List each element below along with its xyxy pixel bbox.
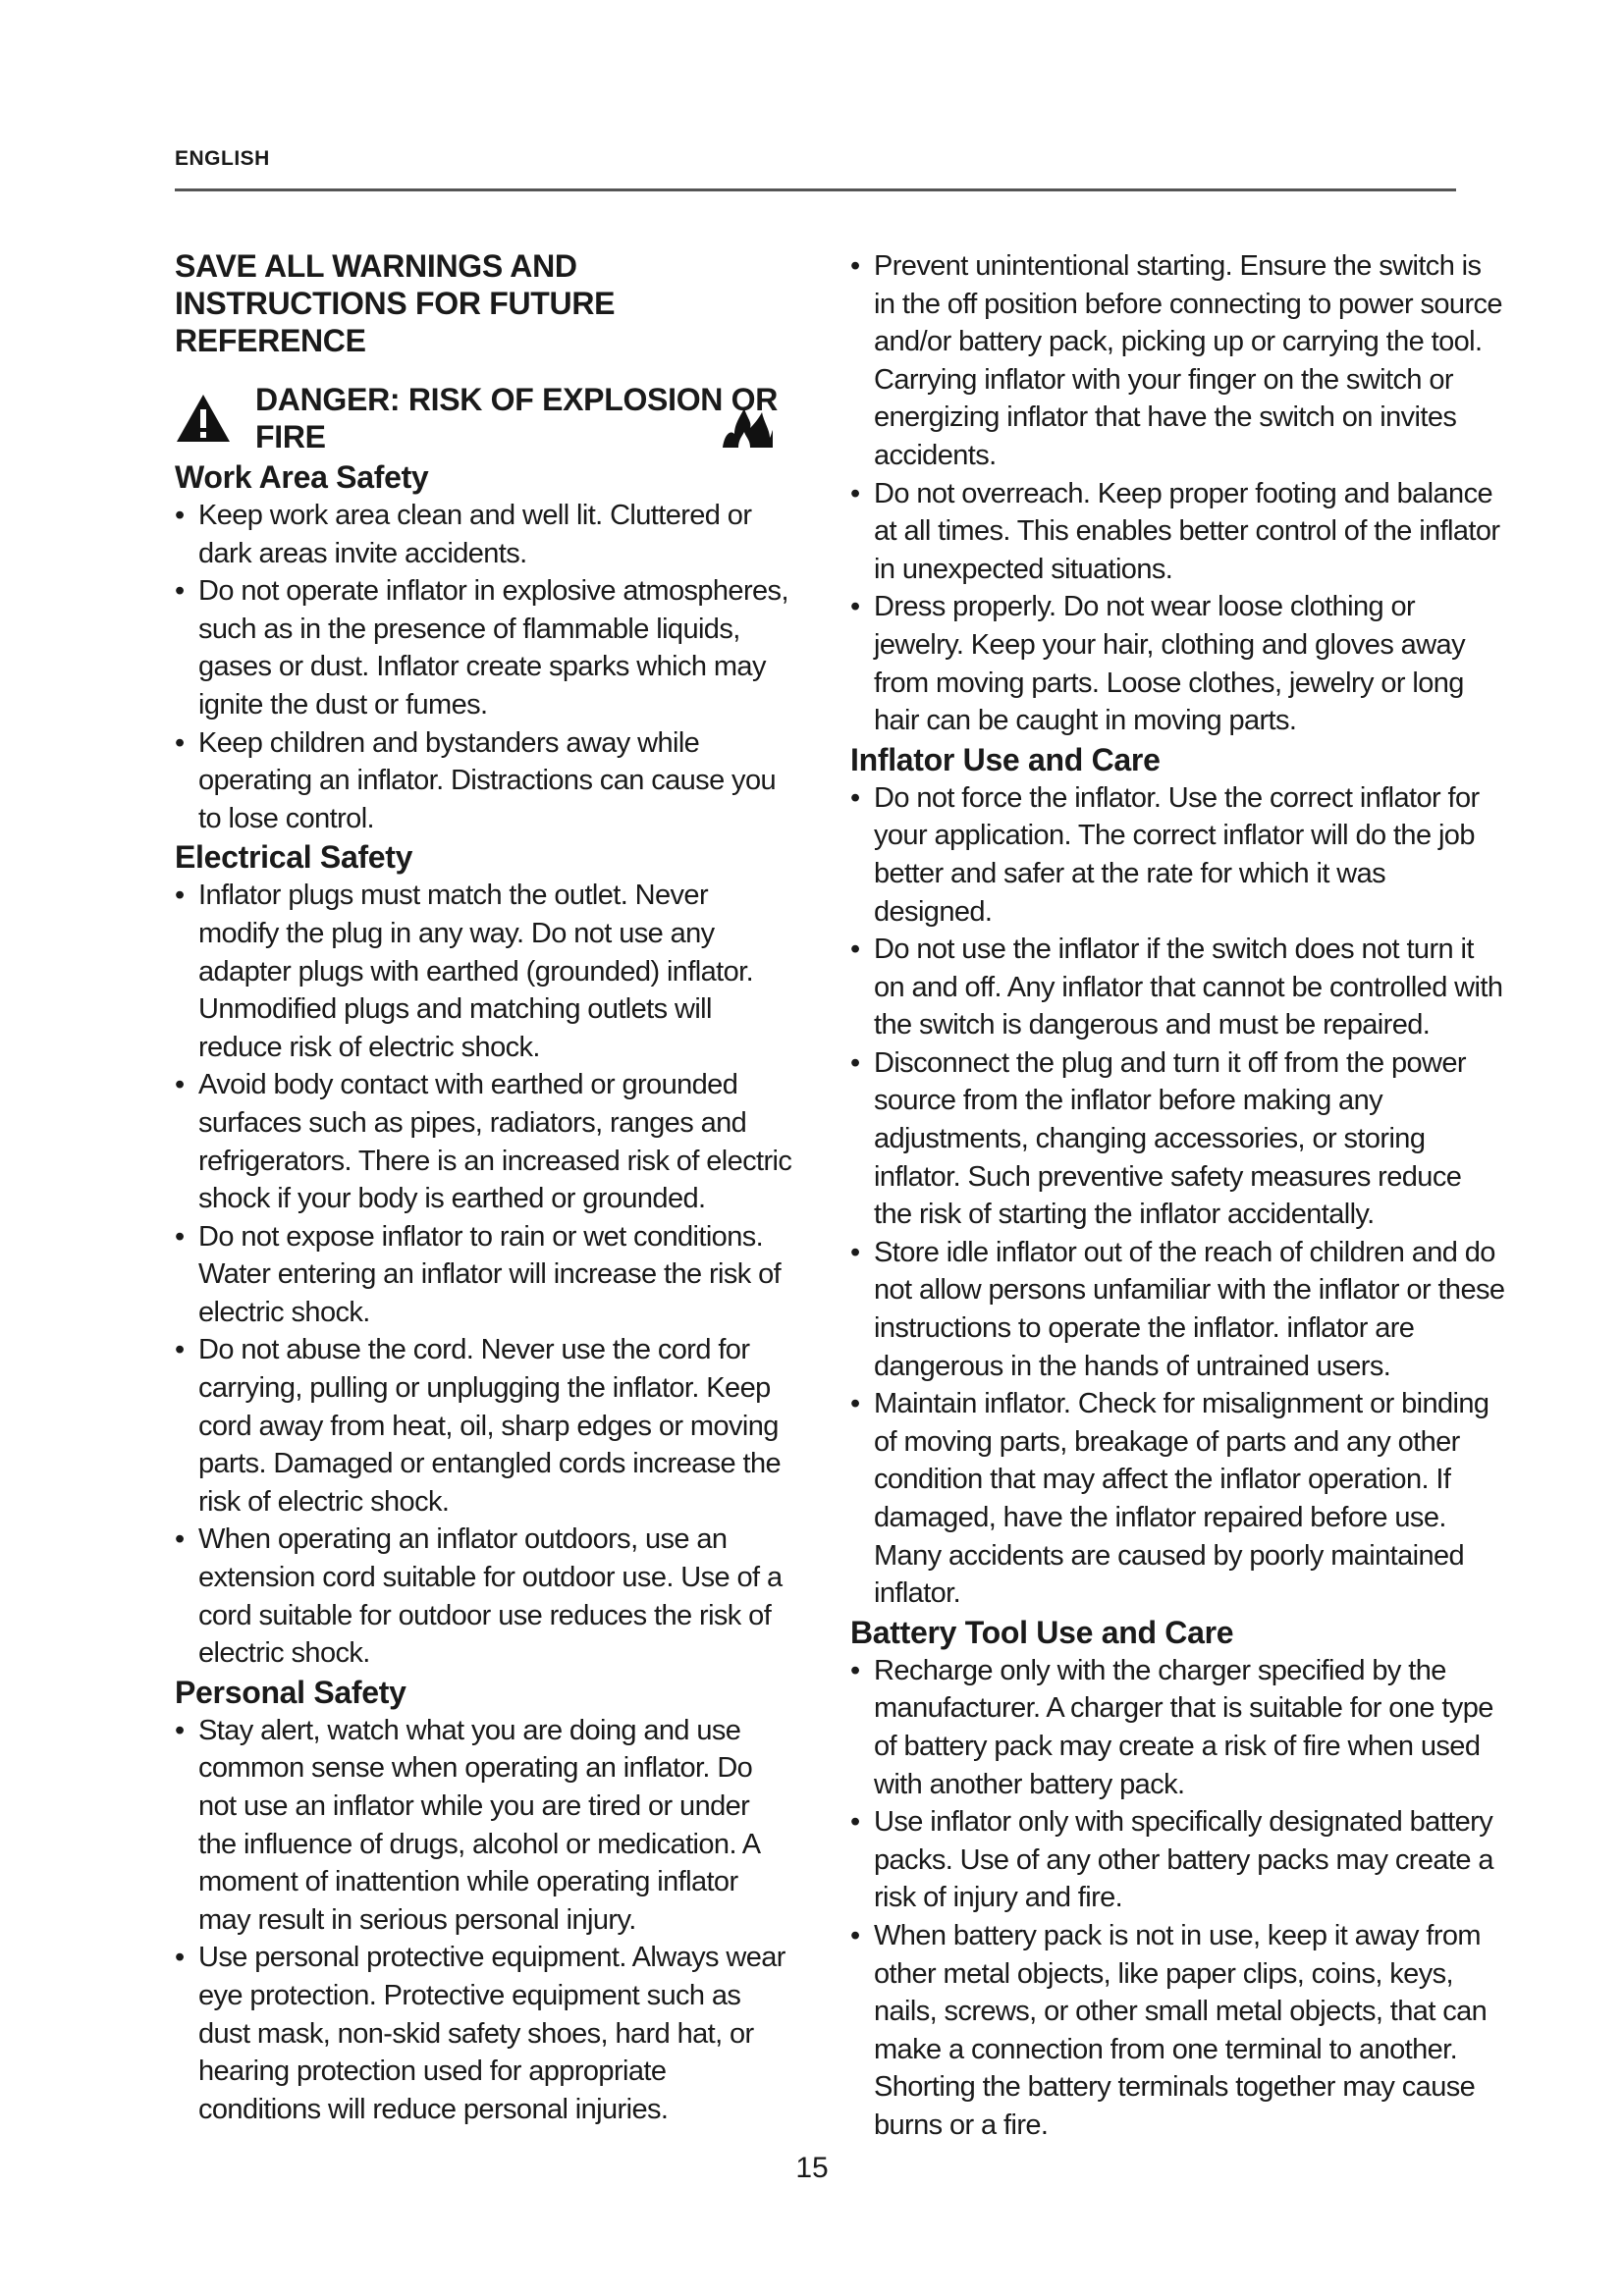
left-column bbox=[175, 247, 793, 2128]
section-heading: Battery Tool Use and Care bbox=[850, 1614, 1234, 1650]
warning-triangle-icon bbox=[175, 393, 232, 444]
section-heading: Personal Safety bbox=[175, 1674, 406, 1710]
danger-text: DANGER: RISK OF EXPLOSION OR FIRE bbox=[255, 382, 779, 454]
section-heading: Electrical Safety bbox=[175, 839, 413, 876]
list-item: • Do not overreach. Keep proper footing and balance at all times. This enables better control of the inflator in unexpected situations. bbox=[850, 475, 1506, 589]
list-item: • When battery pack is not in use, keep it away from other metal objects, like paper clips, coins, keys, nails, screws, or other small metal objects, that can make a connection from one terminal to another. Shorting the battery terminals together may cause burns or a fire. bbox=[850, 1917, 1506, 2145]
page-title: SAVE ALL WARNINGS AND INSTRUCTIONS FOR FUTURE REFERENCE bbox=[175, 248, 616, 358]
list-item: • Maintain inflator. Check for misalignment or binding of moving parts, breakage of parts and any other condition that may affect the inflator operation. If damaged, have the inflator repaired before use. Many accidents are caused by poorly maintained inflator. bbox=[850, 1385, 1506, 1613]
section-work-area bbox=[175, 457, 793, 837]
section-heading: Work Area Safety bbox=[175, 459, 429, 495]
section-personal bbox=[175, 1673, 793, 2129]
language-label: ENGLISH bbox=[175, 147, 270, 170]
list-item: • Dress properly. Do not wear loose clothing or jewelry. Keep your hair, clothing and gloves away from moving parts. Loose clothes, jewelry or long hair can be caught in moving parts. bbox=[850, 588, 1506, 739]
list-item: • Keep work area clean and well lit. Cluttered or dark areas invite accidents. bbox=[175, 497, 793, 572]
list-item: • Inflator plugs must match the outlet. Never modify the plug in any way. Do not use any adapter plugs with earthed (grounded) inflator. Unmodified plugs and matching outlets will reduce risk of electric shock. bbox=[175, 877, 793, 1066]
list-item: • When operating an inflator outdoors, use an extension cord suitable for outdoor use. Use of a cord suitable for outdoor use reduces the risk of electric shock. bbox=[175, 1521, 793, 1672]
list-item: • Use inflator only with specifically designated battery packs. Use of any other battery packs may create a risk of injury and fire. bbox=[850, 1803, 1506, 1917]
fire-icon bbox=[721, 404, 774, 450]
list-item: • Prevent unintentional starting. Ensure the switch is in the off position before connecting to power source and/or battery pack, picking up or carrying the tool. Carrying inflator with your finger on the switch or energizing inflator that have the switch on invites accidents. bbox=[850, 247, 1506, 475]
list-item: • Recharge only with the charger specified by the manufacturer. A charger that is suitable for one type of battery pack may create a risk of fire when used with another battery pack. bbox=[850, 1652, 1506, 1803]
right-column bbox=[850, 247, 1506, 2145]
header-divider bbox=[175, 188, 1456, 191]
page-number: 15 bbox=[795, 2152, 829, 2184]
list-item: • Do not expose inflator to rain or wet conditions. Water entering an inflator will increase the risk of electric shock. bbox=[175, 1218, 793, 1332]
section-battery bbox=[850, 1613, 1506, 2145]
list-item: • Avoid body contact with earthed or grounded surfaces such as pipes, radiators, ranges and refrigerators. There is an increased risk of electric shock if your body is earthed or grounded. bbox=[175, 1066, 793, 1217]
list-item: • Do not force the inflator. Use the correct inflator for your application. The correct inflator will do the job better and safer at the rate for which it was designed. bbox=[850, 779, 1506, 931]
section-inflator-use bbox=[850, 740, 1506, 1613]
list-item: • Do not operate inflator in explosive atmospheres, such as in the presence of flammable liquids, gases or dust. Inflator create sparks which may ignite the dust or fumes. bbox=[175, 572, 793, 723]
list-item: • Keep children and bystanders away while operating an inflator. Distractions can cause you to lose control. bbox=[175, 724, 793, 838]
list-item: • Use personal protective equipment. Always wear eye protection. Protective equipment such as dust mask, non-skid safety shoes, hard hat, or hearing protection used for appropriate conditions will reduce personal injuries. bbox=[175, 1939, 793, 2128]
list-item: • Do not abuse the cord. Never use the cord for carrying, pulling or unplugging the inflator. Keep cord away from heat, oil, sharp edges or moving parts. Damaged or entangled cords increase the risk of electric shock. bbox=[175, 1331, 793, 1521]
danger-warning bbox=[175, 381, 793, 455]
personal-safety-continued bbox=[850, 247, 1506, 740]
section-electrical bbox=[175, 837, 793, 1672]
list-item: • Do not use the inflator if the switch does not turn it on and off. Any inflator that cannot be controlled with the switch is dangerous and must be repaired. bbox=[850, 931, 1506, 1044]
list-item: • Stay alert, watch what you are doing and use common sense when operating an inflator. Do not use an inflator while you are tired or under the influence of drugs, alcohol or medication. A moment of inattention while operating inflator may result in serious personal injury. bbox=[175, 1712, 793, 1940]
list-item: • Store idle inflator out of the reach of children and do not allow persons unfamiliar with the inflator or these instructions to operate the inflator. inflator are dangerous in the hands of untrained users. bbox=[850, 1234, 1506, 1385]
list-item: • Disconnect the plug and turn it off from the power source from the inflator before making any adjustments, changing accessories, or storing inflator. Such preventive safety measures reduce the risk of starting the inflator accidentally. bbox=[850, 1044, 1506, 1234]
section-heading: Inflator Use and Care bbox=[850, 741, 1161, 777]
